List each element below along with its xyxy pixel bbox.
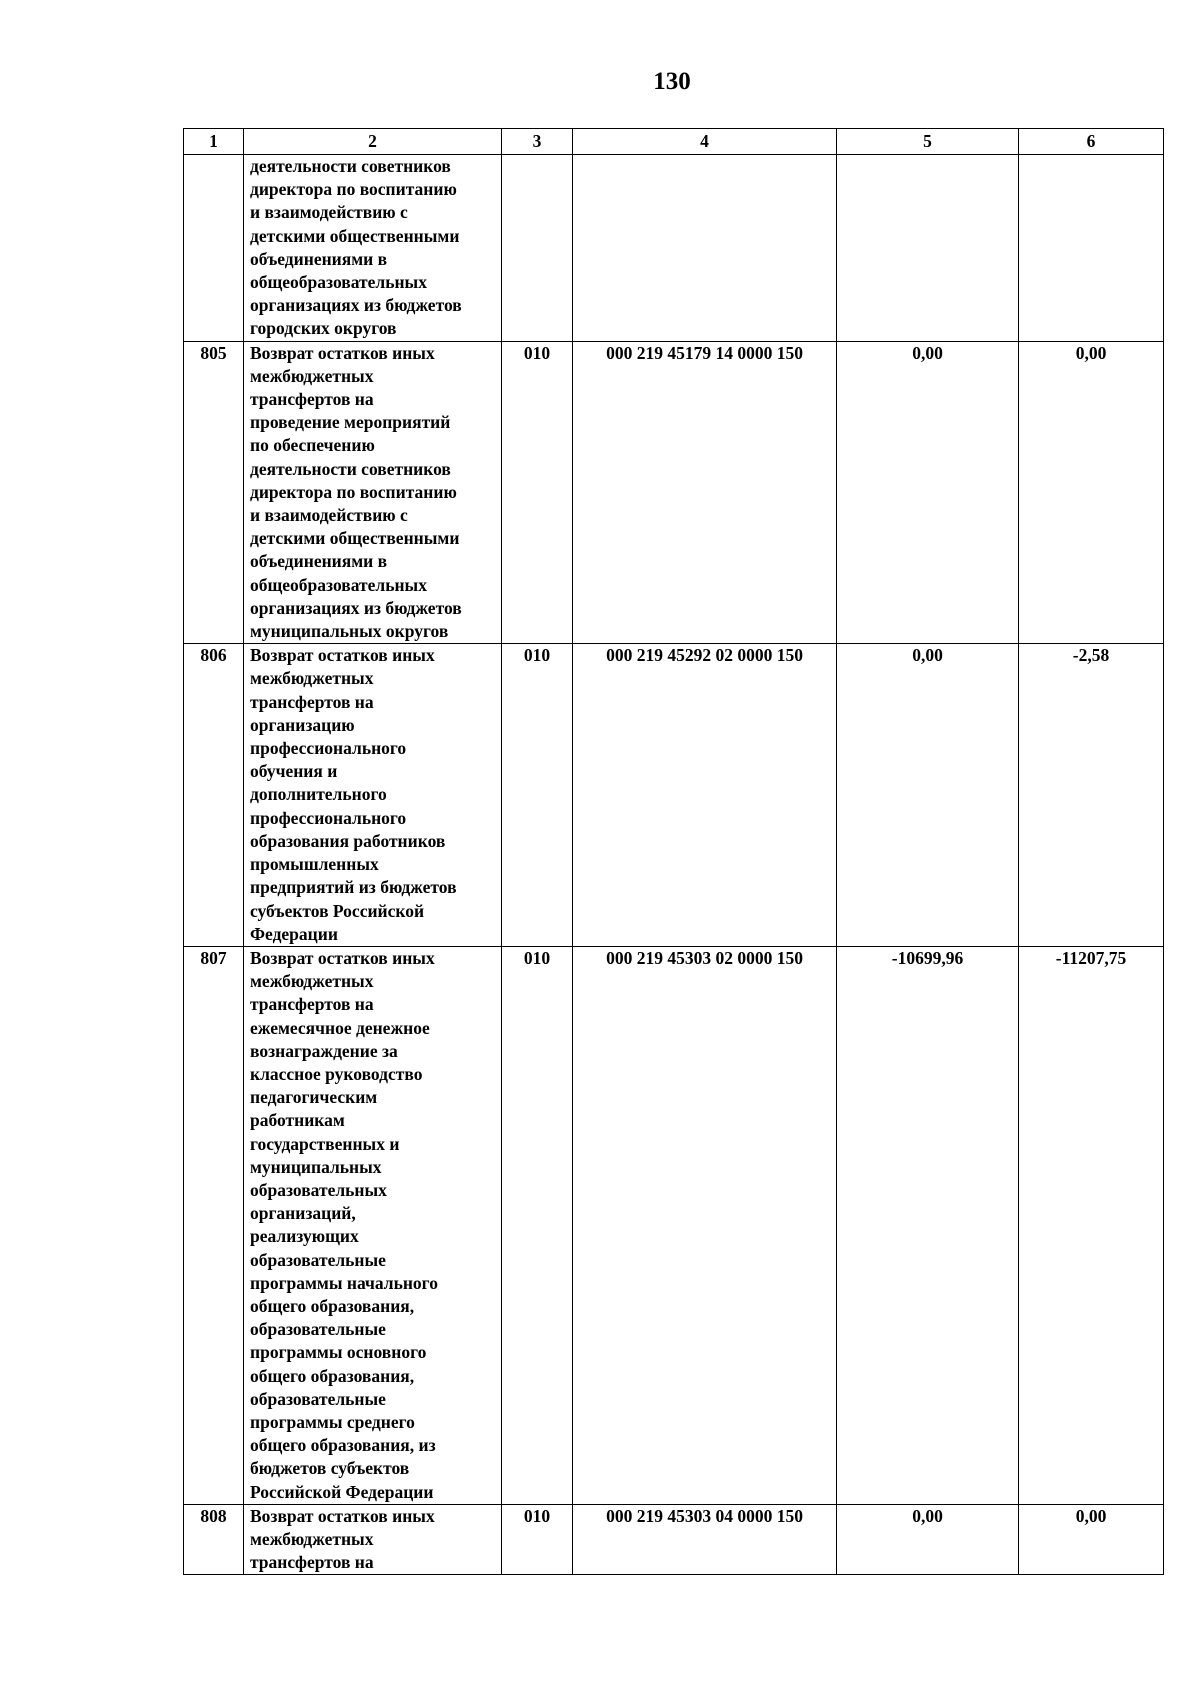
kbk-code-cell: 000 219 45292 02 0000 150 <box>573 644 837 947</box>
budget-table <box>183 128 1164 1575</box>
description-line: трансфертов на <box>250 691 374 712</box>
description-line: директора по воспитанию <box>250 179 457 200</box>
description-line: детскими общественными <box>250 225 460 246</box>
table-row <box>184 946 1164 1504</box>
description-line: деятельности советников <box>250 156 451 176</box>
admin-code-cell: 010 <box>502 644 573 947</box>
row-number-cell <box>184 155 244 342</box>
value-col5-cell: 0,00 <box>837 1504 1019 1575</box>
description-line: государственных и <box>250 1133 400 1154</box>
description-line: реализующих <box>250 1226 359 1247</box>
table-row <box>184 644 1164 947</box>
header-row <box>184 129 1164 155</box>
description-line: трансфертов на <box>250 389 374 410</box>
description-line: объединениями в <box>250 248 388 269</box>
description-line: общеобразовательных <box>250 272 427 293</box>
description-line: и взаимодействию с <box>250 202 408 223</box>
description-line: классное руководство <box>250 1063 423 1084</box>
description-line: общего образования, из <box>250 1435 436 1456</box>
header-cell-4: 4 <box>573 129 837 155</box>
table-body <box>184 155 1164 1575</box>
description-line: трансфертов на <box>250 994 374 1015</box>
description-line: организациях из бюджетов <box>250 597 462 618</box>
kbk-code-cell: 000 219 45303 02 0000 150 <box>573 946 837 1504</box>
admin-code-cell: 010 <box>502 946 573 1504</box>
description-line: субъектов Российской <box>250 900 425 921</box>
value-col6-cell: -2,58 <box>1019 644 1164 947</box>
description-line: межбюджетных <box>250 668 374 689</box>
header-cell-3: 3 <box>502 129 573 155</box>
description-cell <box>244 946 502 1504</box>
description-line: Возврат остатков иных <box>250 1505 435 1526</box>
row-number-cell: 808 <box>184 1504 244 1575</box>
description-line: детскими общественными <box>250 528 460 549</box>
description-line: межбюджетных <box>250 971 374 992</box>
description-line: программы среднего <box>250 1411 415 1432</box>
kbk-code-cell <box>573 155 837 342</box>
description-line: обучения и <box>250 761 338 782</box>
description-line: объединениями в <box>250 551 388 572</box>
description-line: межбюджетных <box>250 365 374 386</box>
value-col6-cell: 0,00 <box>1019 1504 1164 1575</box>
description-line: общего образования, <box>250 1295 415 1316</box>
description-line: образования работников <box>250 830 446 851</box>
description-line: трансфертов на <box>250 1552 374 1573</box>
description-line: Возврат остатков иных <box>250 947 435 968</box>
admin-code-cell <box>502 155 573 342</box>
header-cell-5: 5 <box>837 129 1019 155</box>
description-cell <box>244 341 502 644</box>
description-line: деятельности советников <box>250 458 451 479</box>
description-line: профессионального <box>250 807 407 828</box>
description-line: педагогическим <box>250 1087 378 1108</box>
value-col5-cell: 0,00 <box>837 644 1019 947</box>
description-line: образовательные <box>250 1388 386 1409</box>
description-line: директора по воспитанию <box>250 481 457 502</box>
description-line: общеобразовательных <box>250 574 427 595</box>
description-line: Возврат остатков иных <box>250 342 435 363</box>
row-number-cell: 806 <box>184 644 244 947</box>
description-line: работникам <box>250 1110 345 1131</box>
value-col6-cell <box>1019 155 1164 342</box>
description-line: организациях из бюджетов <box>250 295 462 316</box>
value-col5-cell: -10699,96 <box>837 946 1019 1504</box>
description-line: дополнительного <box>250 784 387 805</box>
header-cell-2: 2 <box>244 129 502 155</box>
description-line: и взаимодействию с <box>250 505 408 526</box>
description-line: промышленных <box>250 854 379 875</box>
value-col6-cell: -11207,75 <box>1019 946 1164 1504</box>
value-col5-cell: 0,00 <box>837 341 1019 644</box>
header-cell-1: 1 <box>184 129 244 155</box>
description-line: организацию <box>250 714 355 735</box>
description-line: программы основного <box>250 1342 427 1363</box>
description-line: Российской Федерации <box>250 1481 434 1502</box>
description-cell <box>244 644 502 947</box>
description-line: организаций, <box>250 1203 356 1224</box>
description-line: предприятий из бюджетов <box>250 877 457 898</box>
description-cell <box>244 1504 502 1575</box>
admin-code-cell: 010 <box>502 1504 573 1575</box>
description-line: бюджетов субъектов <box>250 1458 410 1479</box>
admin-code-cell: 010 <box>502 341 573 644</box>
description-line: профессионального <box>250 738 407 759</box>
description-line: Федерации <box>250 923 338 944</box>
description-cell <box>244 155 502 342</box>
description-line: образовательные <box>250 1249 386 1270</box>
value-col5-cell <box>837 155 1019 342</box>
kbk-code-cell: 000 219 45303 04 0000 150 <box>573 1504 837 1575</box>
table-row <box>184 155 1164 342</box>
description-line: ежемесячное денежное <box>250 1017 430 1038</box>
page-number: 130 <box>653 68 691 95</box>
table-row <box>184 1504 1164 1575</box>
description-line: межбюджетных <box>250 1528 374 1549</box>
description-line: программы начального <box>250 1272 438 1293</box>
value-col6-cell: 0,00 <box>1019 341 1164 644</box>
description-line: муниципальных <box>250 1156 382 1177</box>
table-row <box>184 341 1164 644</box>
description-line: проведение мероприятий <box>250 412 451 433</box>
row-number-cell: 805 <box>184 341 244 644</box>
description-line: городских округов <box>250 318 397 339</box>
header-cell-6: 6 <box>1019 129 1164 155</box>
description-line: по обеспечению <box>250 435 375 456</box>
description-line: вознаграждение за <box>250 1040 398 1061</box>
description-line: муниципальных округов <box>250 621 449 642</box>
description-line: образовательных <box>250 1179 387 1200</box>
description-line: Возврат остатков иных <box>250 645 435 666</box>
description-line: образовательные <box>250 1319 386 1340</box>
kbk-code-cell: 000 219 45179 14 0000 150 <box>573 341 837 644</box>
row-number-cell: 807 <box>184 946 244 1504</box>
description-line: общего образования, <box>250 1365 415 1386</box>
